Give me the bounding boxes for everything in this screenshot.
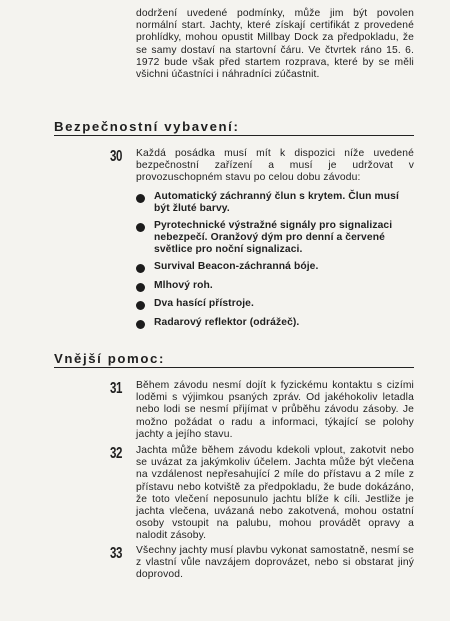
intro-paragraph: dodržení uvedené podmínky, může jim být povolen normální start. Jachty, které získají certifikát z provedené prohlídky, mohou opustit Millbay Dock za předpokladu, že se samy dostaví na startovní čáru. Ve čtvrtek ráno 15. 6. 1972 bude však před startem rozprava, které by se měli všichni účastníci i náhradníci zúčastnit.: [136, 8, 414, 81]
bullet-icon: [136, 320, 145, 329]
section-heading-safety-equipment: Bezpečnostní vybavení:: [54, 119, 414, 136]
equipment-item-foghorn: Mlhový roh.: [154, 280, 213, 291]
rule-number-30: 30: [110, 148, 123, 165]
section-heading-outside-assistance: Vnější pomoc:: [54, 351, 414, 368]
bullet-icon: [136, 223, 145, 232]
rule-number-32: 32: [110, 445, 123, 462]
rule-31-text: Během závodu nesmí dojít k fyzickému kontaktu s cizími loděmi s výjimkou psaných zpráv. Od jakéhokoliv letadla nebo lodi se nesmí přijímat v průběhu závodu zásoby. Je možno požádat o radu a informaci, týkající se polohy jachty a jejího stavu.: [136, 380, 414, 440]
rule-number-33: 33: [110, 545, 123, 562]
rule-32-text: Jachta může během závodu kdekoli vplout, zakotvit nebo se uvázat za jakýmkoliv účelem. Jachta může být vlečena na vzdálenost nepřesahující 2 míle do přístavu a 2 míle z přístavu nebo kotviště za předpokladu, že bude dokázáno, že toto vlečení neposunulo jachtu blíže k cíli. Jestliže je jachta vlečena, uvázaná nebo zakotvená, mohou ostatní osoby vstoupit na palubu, mohou provádět opravy a nalodit zásoby.: [136, 445, 414, 542]
rule-33-text: Všechny jachty musí plavbu vykonat samostatně, nesmí se z vlastní vůle navzájem doprovázet, nebo si obstarat jiný doprovod.: [136, 545, 414, 581]
bullet-icon: [136, 283, 145, 292]
bullet-icon: [136, 264, 145, 273]
equipment-item-liferaft: Automatický záchranný člun s krytem. Člun musí být žluté barvy.: [154, 191, 399, 215]
equipment-item-extinguishers: Dva hasící přístroje.: [154, 298, 254, 309]
rule-number-31: 31: [110, 380, 123, 397]
bullet-icon: [136, 194, 145, 203]
equipment-item-beacon: Survival Beacon-záchranná bóje.: [154, 261, 319, 272]
bullet-icon: [136, 301, 145, 310]
rule-30-text: Každá posádka musí mít k dispozici níže uvedené bezpečnostní zařízení a musí je udržovat v provozuschopném stavu po celou dobu závodu:: [136, 148, 414, 184]
equipment-item-radar-reflector: Radarový reflektor (odrážeč).: [154, 317, 300, 328]
equipment-item-flares: Pyrotechnické výstražné signály pro signalizaci nebezpečí. Oranžový dým pro denní a červené světlice pro noční signalizaci.: [154, 220, 393, 256]
